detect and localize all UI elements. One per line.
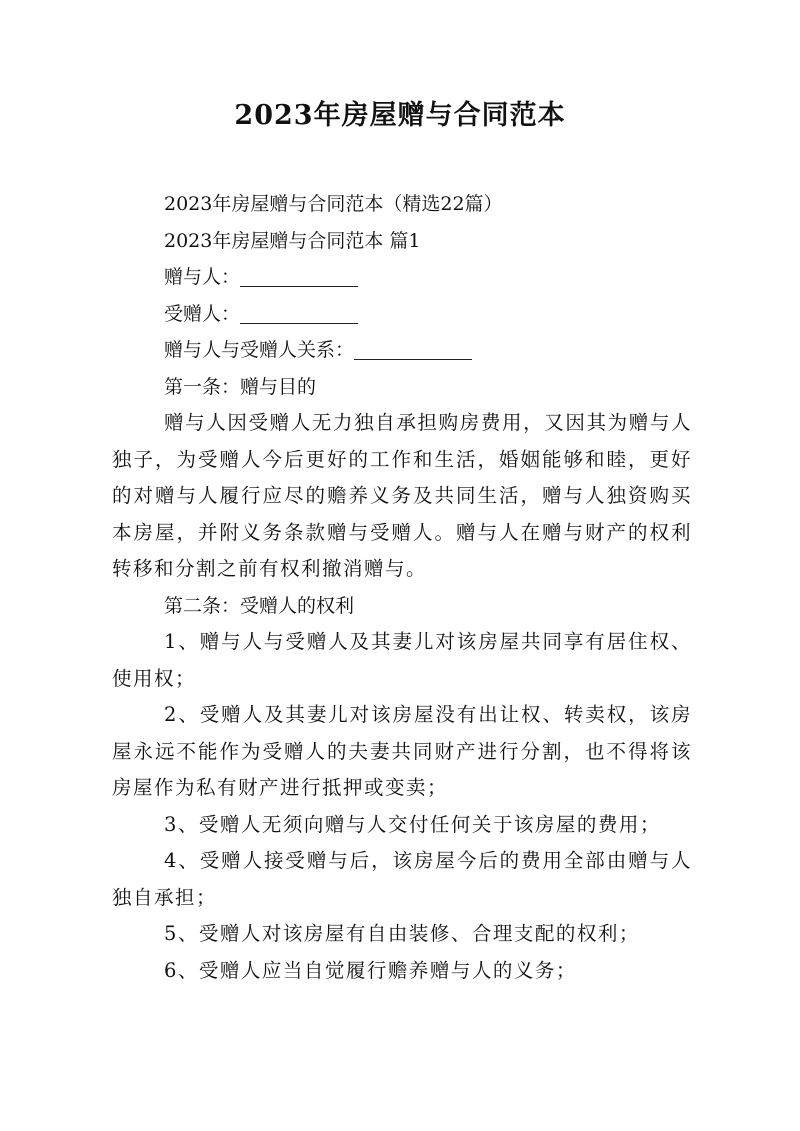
- relation-field: [112, 332, 692, 369]
- article2-item-3: 3、受赠人无须向赠与人交付任何关于该房屋的费用；: [164, 812, 661, 836]
- relation-blank-line: [354, 339, 472, 360]
- article2-item-1: 1、赠与人与受赠人及其妻儿对该房屋共同享有居住权、使用权；: [112, 630, 692, 690]
- donee-blank-line: [240, 303, 358, 324]
- donor-field: [112, 259, 692, 296]
- article1-text: 赠与人因受赠人无力独自承担购房费用，又因其为赠与人独子，为受赠人今后更好的工作和生活，婚姻能够和睦，更好的对赠与人履行应尽的赡养义务及共同生活，赠与人独资购买本房屋，并附义务条款赠与受赠人。赠与人在赠与财产的权利转移和分割之前有权利撤消赠与。: [112, 411, 692, 580]
- article2-item-5: 5、受赠人对该房屋有自由装修、合理支配的权利；: [164, 922, 640, 945]
- donor-label: 赠与人：: [164, 266, 241, 288]
- article2-item-6: 6、受赠人应当自觉履行赡养赠与人的义务；: [164, 958, 577, 982]
- relation-label: 赠与人与受赠人关系：: [164, 339, 355, 361]
- article2-item-4: 4、受赠人接受赠与后，该房屋今后的费用全部由赠与人独自承担；: [112, 849, 692, 909]
- article2-heading: 第二条：受赠人的权利: [164, 594, 355, 617]
- article2-item-2: 2、受赠人及其妻儿对该房屋没有出让权、转卖权，该房屋永远不能作为受赠人的夫妻共同财产进行分割，也不得将该房屋作为私有财产进行抵押或变卖；: [112, 703, 692, 799]
- article1-heading: 第一条：赠与目的: [164, 375, 317, 398]
- document-subtitle: 2023年房屋赠与合同范本（精选22篇）: [164, 193, 503, 215]
- document-body: [112, 186, 692, 989]
- donor-blank-line: [240, 266, 358, 287]
- donee-label: 受赠人：: [164, 302, 241, 325]
- donee-field: [112, 296, 692, 333]
- section-heading: 2023年房屋赠与合同范本 篇1: [164, 229, 421, 252]
- document-title: 2023年房屋赠与合同范本: [234, 100, 566, 131]
